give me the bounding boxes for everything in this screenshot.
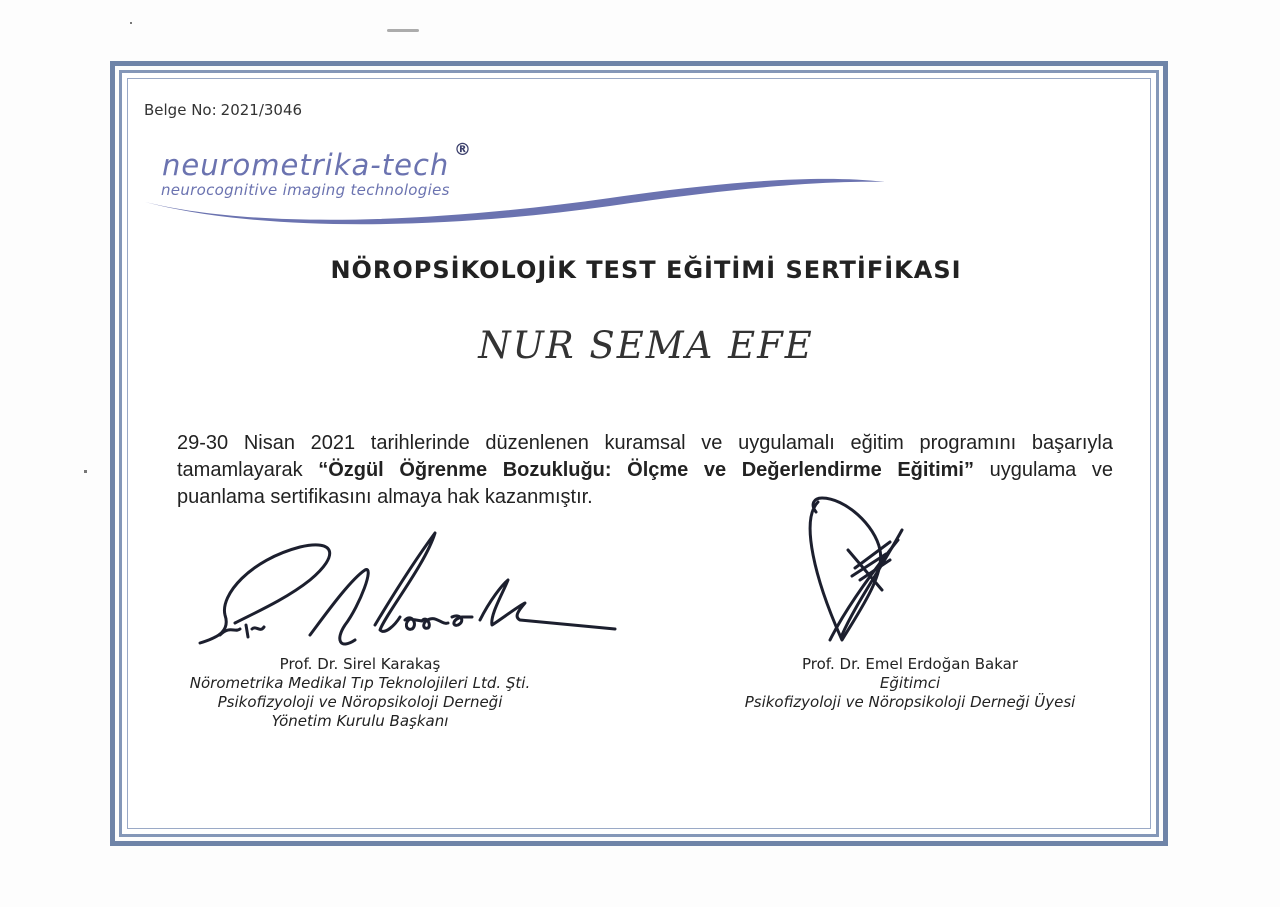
signatory-role: Yönetim Kurulu Başkanı: [271, 712, 449, 730]
signatory-role: Eğitimci: [879, 674, 941, 692]
scan-speck: [387, 29, 419, 32]
certificate-body: [177, 430, 1113, 511]
document-number: [144, 101, 302, 119]
course-name: “Özgül Öğrenme Bozukluğu: Ölçme ve Değerlendirme Eğitimi”: [318, 459, 974, 481]
scan-speck: [84, 470, 87, 473]
document-number-label: Belge No:: [144, 101, 217, 119]
certificate-title: NÖROPSİKOLOJİK TEST EĞİTİMİ SERTİFİKASI: [330, 256, 962, 284]
document-number-value: 2021/3046: [220, 101, 303, 119]
signatory-role: Psikofizyoloji ve Nöropsikoloji Derneği: [217, 693, 503, 711]
signatory-left: [160, 655, 560, 731]
scan-speck: [130, 22, 132, 24]
logo-tagline: neurocognitive imaging technologies: [161, 181, 450, 199]
signatory-role: Nörometrika Medikal Tıp Teknolojileri Ltd. Şti.: [189, 674, 531, 692]
registered-mark: ®: [454, 140, 471, 160]
logo-wordmark: neurometrika-tech: [162, 148, 450, 182]
recipient-name: NUR SEMA EFE: [478, 324, 814, 367]
signatory-right: [710, 655, 1110, 712]
body-intro: 29-30 Nisan 2021 tarihlerinde düzenlenen kuramsal ve uygulamalı eğitim programını başarıyla tamamlayarak: [177, 432, 1113, 481]
signature-left: [190, 525, 630, 660]
signatory-role: Psikofizyoloji ve Nöropsikoloji Derneği Üyesi: [744, 693, 1076, 711]
signature-right: [790, 490, 930, 655]
signatory-name: Prof. Dr. Emel Erdoğan Bakar: [802, 655, 1018, 673]
signatory-name: Prof. Dr. Sirel Karakaş: [279, 655, 441, 673]
body-outro: uygulama ve puanlama sertifikasını almaya hak kazanmıştır.: [177, 459, 1114, 508]
